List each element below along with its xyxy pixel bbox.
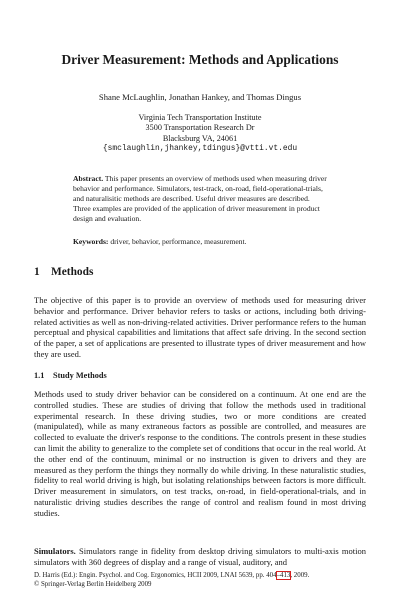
footer-citation (34, 572, 309, 590)
section-title: Methods (51, 266, 94, 278)
citation-year: , 2009. (290, 572, 310, 579)
page-dash: – (276, 572, 281, 579)
page-range-link[interactable] (277, 572, 291, 579)
keywords-text: driver, behavior, performance, measurement. (108, 237, 247, 246)
paper-title: Driver Measurement: Methods and Applications (61, 52, 339, 67)
section-heading (34, 266, 93, 278)
page-start: 404 (266, 572, 277, 579)
footer-copyright: © Springer-Verlag Berlin Heidelberg 2009 (34, 580, 152, 588)
affiliation-block (0, 113, 400, 154)
paragraph-run-in-heading: Simulators. (34, 546, 76, 556)
section-number: 1 (34, 266, 40, 278)
author-list: Shane McLaughlin, Jonathan Hankey, and Thomas Dingus (98, 92, 302, 102)
page-end: 413 (280, 572, 291, 579)
citation-text: D. Harris (Ed.): Engin. Psychol. and Cog. Ergonomics, HCII 2009, LNAI 5639, pp. (34, 572, 267, 579)
affiliation-city: Blacksburg VA, 24061 (162, 133, 238, 143)
body-paragraph-3 (34, 546, 366, 568)
footer-line-1 (34, 572, 309, 581)
keywords (73, 237, 328, 246)
subsection-heading (34, 371, 107, 380)
subsection-title: Study Methods (53, 371, 107, 380)
affiliation-institute: Virginia Tech Transportation Institute (138, 113, 262, 122)
abstract-label: Abstract. (73, 174, 104, 183)
affiliation-street: 3500 Transportation Research Dr (145, 123, 255, 133)
subsection-number: 1.1 (34, 371, 45, 380)
abstract-text: This paper presents an overview of methods used when measuring driver behavior and performance. Simulators, test-track, on-road, field-operational-trials, and naturalisitic methods are described. Useful driver measures are described. Three examples are provided of the application of driver measurement in product design and evaluation. (73, 174, 327, 224)
keywords-label: Keywords: (73, 237, 109, 246)
paragraph-3-text: Simulators range in fidelity from desktop driving simulators to multi-axis motion simulators with 360 degrees of display and a range of visual, auditory, and (34, 546, 366, 567)
author-email: {smclaughlin,jhankey,tdingus}@vtti.vt.edu (102, 143, 298, 153)
body-paragraph-2: Methods used to study driver behavior can be considered on a continuum. At one end are the controlled studies. These are studies of driving that follow the methods used in traditional experimental research. In these driving studies, two or more conditions are created (manipulated), while as many extraneous factors as possible are controlled, and measures are collected to evaluate the driver's response to the conditions. The controls present in these studies can limit the ability to generalize to the complete set of conditions that occur in the real world. At the other end of the continuum, minimal or no instruction is given to drivers and they are measured as they perform the things they normally do while driving. In these naturalistic studies, fidelity to real world driving is high, but isolating relationships between factors is more difficult. Driver measurement in simulators, on test tracks, on-road, in field-operational-trials, and in naturalistic driving studies describes the range of control and realism found in most driving studies. (34, 389, 366, 518)
abstract (73, 174, 328, 224)
body-paragraph-1: The objective of this paper is to provide an overview of methods used for measuring driver behavior and performance. Driver behavior refers to tasks or actions, including both driving-related activities as well as non-driving-related activities. Driver performance refers to the human perceptual and physical capabilities and limitations that affect safe driving. In the second section of the paper, a set of applications are presented to illustrate types of driver measurement and how they are used. (34, 295, 366, 359)
